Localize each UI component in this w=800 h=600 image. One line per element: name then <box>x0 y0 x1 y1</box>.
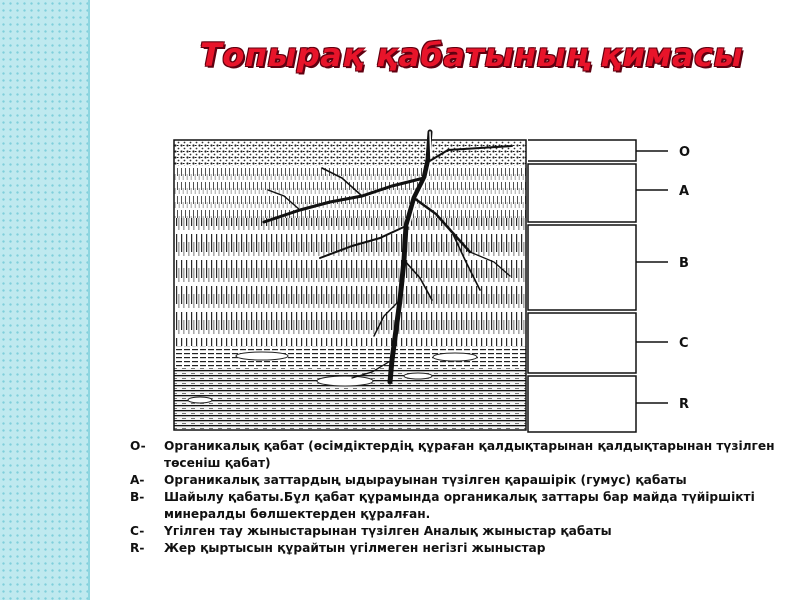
legend-continuation: төсеніш қабат) <box>164 456 271 470</box>
legend-key: C- <box>130 524 145 538</box>
horizon-label-b: B <box>679 256 690 271</box>
legend-item-a <box>130 472 790 489</box>
horizon-box-a <box>528 164 636 222</box>
legend-key: B- <box>130 490 145 504</box>
legend-key: R- <box>130 541 145 555</box>
legend-text: Жер қыртысын құрайтын үгілмеген негізгі жыныстар <box>164 541 546 555</box>
page-title: Топырақ қабатының қимасы <box>200 36 744 74</box>
legend-item-o <box>130 438 790 455</box>
legend-text: Шайылу қабаты.Бұл қабат құрамында органикалық заттары бар майда түйіршікті <box>164 490 755 504</box>
legend-key: O- <box>130 439 146 453</box>
legend <box>130 438 790 557</box>
soil-column <box>174 140 526 430</box>
horizon-label-c: C <box>679 336 690 351</box>
legend-text: Үгілген тау жыныстарынан түзілген Аналық жыныстар қабаты <box>164 524 612 538</box>
horizon-label-o: O <box>679 145 692 160</box>
legend-item-c <box>130 523 790 540</box>
horizon-box-b <box>528 225 636 310</box>
legend-continuation: минералды бөлшектерден құралған. <box>164 507 431 521</box>
horizon-label-a: A <box>679 184 691 199</box>
legend-key: A- <box>130 473 145 487</box>
legend-text: Органикалық қабат (өсімдіктердің құраған қалдықтарынан қалдықтарынан түзілген <box>164 439 775 453</box>
horizon-box-r <box>528 376 636 432</box>
legend-text: Органикалық заттардың ыдырауынан түзілген қарашірік (гумус) қабаты <box>164 473 687 487</box>
horizon-box-c <box>528 313 636 373</box>
legend-item-r <box>130 540 790 557</box>
legend-item-b <box>130 489 790 506</box>
horizon-boxes <box>528 140 668 432</box>
horizon-box-o <box>528 140 636 161</box>
horizon-label-r: R <box>679 397 691 412</box>
